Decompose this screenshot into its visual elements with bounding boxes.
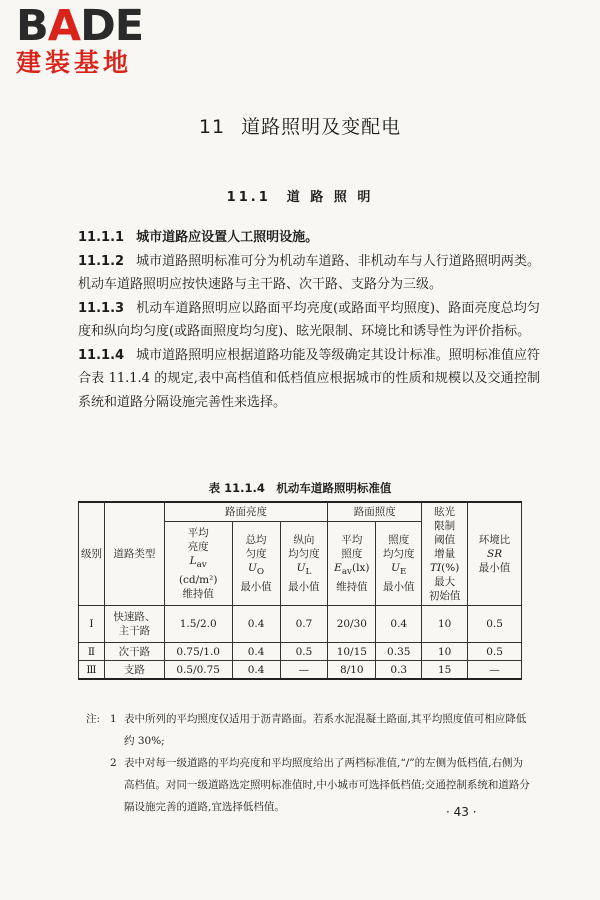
note-indent (86, 752, 110, 818)
header-glare-line (423, 561, 466, 575)
cell-surround-ratio: 0.5 (468, 643, 522, 661)
cell-surround-ratio: 0.5 (468, 606, 522, 643)
table-caption: 表 11.1.4 机动车道路照明标准值 (208, 481, 392, 495)
symbol: E (334, 562, 342, 575)
header-avg-illuminance (328, 522, 376, 606)
header-overall-uniformity (232, 522, 280, 606)
header-line: 照度 (341, 548, 363, 561)
header-surround-line: 最小值 (478, 562, 511, 574)
clause-number: 11.1.1 (78, 230, 125, 245)
symbol-subscript: E (399, 567, 407, 578)
note-number: 2 (110, 757, 117, 769)
header-line: 亮度 (187, 541, 209, 554)
header-line: 纵向 (293, 534, 315, 547)
notes-label: 注: (86, 713, 101, 725)
cell-avg-illuminance: 20/30 (328, 606, 376, 643)
cell-surround-ratio: — (468, 661, 522, 680)
road-type-line: 主干路 (118, 625, 151, 637)
note-item (86, 708, 530, 752)
table-row (79, 661, 522, 680)
symbol-subscript: av (196, 560, 207, 571)
header-line (329, 561, 374, 579)
note-text: 表中对每一级道路的平均亮度和平均照度给出了两档标准值,“/”的左侧为低档值,右侧为高档值。对同一级道路选定照明标准值时,中小城市可选择低档值;交通控制系统和道路分隔设施完善的道路,宜选择低档值。 (124, 757, 530, 813)
chapter-title (0, 112, 600, 139)
surround-symbol: SR (487, 548, 503, 560)
header-road-type: 道路类型 (104, 502, 164, 606)
cell-overall-uniformity: 0.4 (232, 643, 280, 661)
header-glare-line: 眩光 (434, 506, 456, 518)
cell-road-type: 次干路 (104, 643, 164, 661)
logo-subtitle: 建装基地 (16, 48, 133, 77)
table-notes (86, 708, 530, 818)
logo-wordmark (16, 1, 176, 51)
unit: (lx) (352, 562, 370, 575)
table-row (79, 643, 522, 661)
symbol: U (391, 562, 400, 575)
clause-text: 城市道路照明应根据道路功能及等级确定其设计标准。照明标准值应符合表 11.1.4 的规定,表中高档值和低档值应根据城市的性质和规模以及交通控制系统和道路分隔设施完善性来选择。 (78, 347, 540, 410)
glare-symbol: TI (429, 562, 442, 574)
cell-overall-uniformity: 0.4 (232, 661, 280, 680)
header-line: 平均 (187, 527, 209, 540)
header-glare-line: 初始值 (428, 590, 461, 602)
clause (78, 344, 540, 415)
header-glare (422, 502, 468, 606)
symbol-subscript: L (305, 567, 312, 578)
cell-avg-illuminance: 8/10 (328, 661, 376, 680)
clause (78, 250, 540, 297)
section-title: 11.1 道 路 照 明 (226, 190, 374, 205)
table-row (79, 606, 522, 643)
symbol-subscript: O (256, 567, 265, 578)
header-illuminance-uniformity (376, 522, 422, 606)
note-text: 表中所列的平均照度仅适用于沥青路面。若系水泥混凝土路面,其平均照度值可相应降低约 30%; (124, 713, 527, 747)
chapter-name: 道路照明及变配电 (241, 116, 402, 138)
cell-road-type (104, 606, 164, 643)
cell-longitudinal-uniformity: — (280, 661, 328, 680)
header-line: 维持值 (336, 580, 368, 593)
cell-illuminance-uniformity: 0.3 (376, 661, 422, 680)
header-surround-line: 环境比 (478, 534, 511, 546)
cell-glare: 10 (422, 643, 468, 661)
header-line: 维持值 (182, 587, 214, 600)
header-glare-line: 增量 (434, 548, 456, 560)
cell-grade: Ⅲ (79, 661, 105, 680)
header-line: 总均 (245, 534, 267, 547)
clause-text: 机动车道路照明应以路面平均亮度(或路面平均照度)、路面亮度总均匀度和纵向均匀度(或路面照度均匀度)、眩光限制、环境比和诱导性为评价指标。 (78, 300, 540, 339)
logo-letters-prefix: B (16, 1, 48, 51)
cell-road-type: 支路 (104, 661, 164, 680)
cell-glare: 15 (422, 661, 468, 680)
symbol: U (296, 562, 306, 575)
header-line: 最小值 (382, 580, 415, 593)
cell-avg-luminance: 0.75/1.0 (164, 643, 232, 661)
header-luminance-group: 路面亮度 (164, 502, 328, 522)
symbol-subscript: av (341, 567, 352, 578)
header-longitudinal-uniformity (280, 522, 328, 606)
clause (78, 297, 540, 344)
header-line: 均匀度 (288, 548, 320, 561)
header-line: (cd/m²) (178, 573, 218, 586)
cell-longitudinal-uniformity: 0.5 (280, 643, 328, 661)
clause-number: 11.1.2 (78, 253, 125, 269)
header-line: 均匀度 (382, 548, 415, 561)
header-avg-luminance (164, 522, 232, 606)
header-grade: 级别 (79, 502, 105, 606)
clause-number: 11.1.4 (78, 347, 125, 363)
cell-overall-uniformity: 0.4 (232, 606, 280, 643)
header-line (234, 561, 279, 579)
symbol: U (248, 562, 257, 575)
logo-letter-accent: A (47, 1, 81, 51)
header-line (282, 561, 327, 579)
clause-text: 城市道路照明标准可分为机动车道路、非机动车与人行道路照明两类。机动车道路照明应按快速路与主干路、次干路、支路分为三级。 (78, 253, 540, 292)
road-type-line: 快速路、 (113, 611, 156, 623)
lighting-standard-table (78, 501, 522, 680)
header-line (377, 561, 420, 579)
cell-grade: Ⅱ (79, 643, 105, 661)
header-glare-line: 限制 (434, 520, 456, 532)
clause-number: 11.1.3 (78, 300, 125, 316)
header-line: 最小值 (288, 580, 320, 593)
cell-grade: Ⅰ (79, 606, 105, 643)
cell-avg-luminance: 0.5/0.75 (164, 661, 232, 680)
clause-list (78, 226, 540, 414)
page-number: · 43 · (446, 805, 477, 819)
glare-unit: (%) (441, 562, 460, 574)
header-glare-line: 阈值 (434, 534, 456, 546)
brand-logo (16, 1, 176, 78)
header-line: 照度 (388, 534, 410, 547)
cell-glare: 10 (422, 606, 468, 643)
note-number: 1 (110, 713, 117, 725)
cell-avg-illuminance: 10/15 (328, 643, 376, 661)
header-line: 平均 (341, 534, 363, 547)
header-line (166, 554, 231, 572)
symbol: L (189, 555, 197, 568)
header-glare-line: 最大 (434, 576, 456, 588)
clause (78, 226, 540, 250)
cell-illuminance-uniformity: 0.4 (376, 606, 422, 643)
cell-illuminance-uniformity: 0.35 (376, 643, 422, 661)
header-illuminance-group: 路面照度 (328, 502, 422, 522)
cell-longitudinal-uniformity: 0.7 (280, 606, 328, 643)
header-line: 最小值 (240, 580, 272, 593)
cell-avg-luminance: 1.5/2.0 (164, 606, 232, 643)
header-surround-ratio (468, 502, 522, 606)
logo-letters-suffix: DE (80, 1, 144, 51)
header-line: 匀度 (245, 548, 267, 561)
chapter-number: 11 (198, 116, 226, 138)
clause-text: 城市道路应设置人工照明设施。 (136, 230, 319, 245)
